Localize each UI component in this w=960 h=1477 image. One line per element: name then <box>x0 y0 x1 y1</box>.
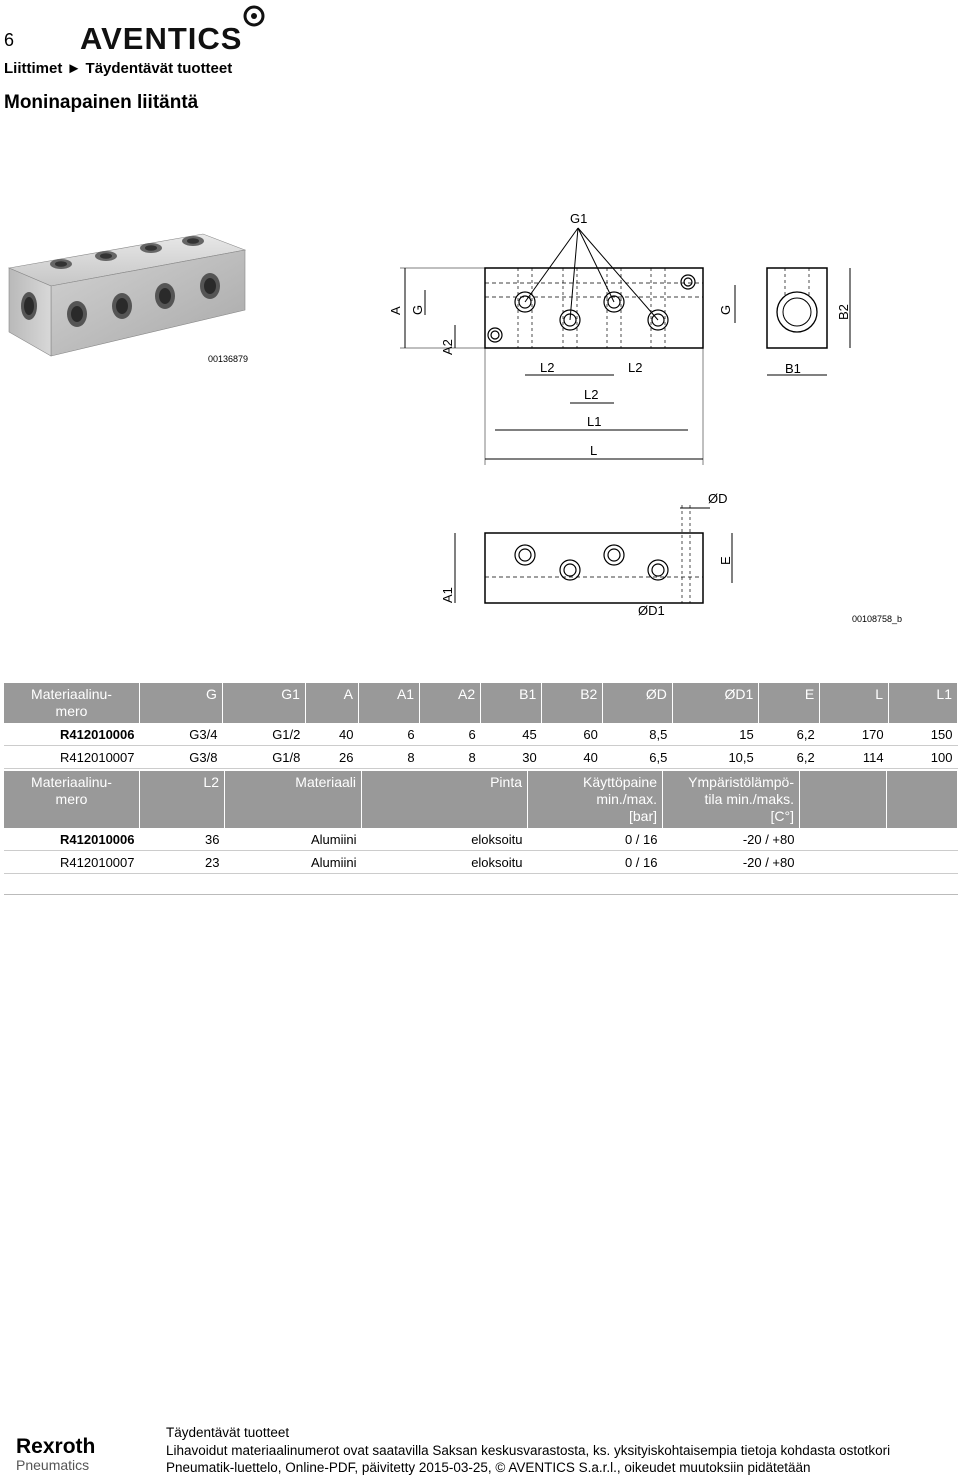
product-photo <box>5 228 250 370</box>
table-row <box>4 828 958 851</box>
table-row <box>4 723 958 746</box>
drawing-code: 00108758_b <box>852 614 903 624</box>
table-cell: 10,5 <box>672 746 758 769</box>
label-a: A <box>388 306 403 315</box>
col-header: A <box>305 683 358 723</box>
table-cell: Alumiini <box>225 851 362 874</box>
table-cell: 8 <box>420 746 481 769</box>
table-cell: 15 <box>672 723 758 746</box>
table-cell: 40 <box>305 723 358 746</box>
table-cell: G3/8 <box>140 746 223 769</box>
table-cell: 6 <box>420 723 481 746</box>
pneumatics-brand: Pneumatics <box>16 1457 90 1473</box>
footer-section-title: Täydentävät tuotteet <box>166 1425 290 1440</box>
table-cell: 100 <box>889 746 958 769</box>
table-cell: 8,5 <box>603 723 673 746</box>
col-header: A1 <box>359 683 420 723</box>
table-cell: 0 / 16 <box>528 828 663 851</box>
table-cell: 6,5 <box>603 746 673 769</box>
label-l2-b: L2 <box>628 360 643 375</box>
col-header: ØD1 <box>672 683 758 723</box>
table-cell: R412010006 <box>4 828 140 851</box>
col-header: Pinta <box>362 771 528 828</box>
table-cell: 30 <box>481 746 542 769</box>
table-cell <box>800 851 887 874</box>
col-header: G <box>140 683 223 723</box>
table-cell: R412010007 <box>4 851 140 874</box>
col-header: Materiaali <box>225 771 362 828</box>
label-g-left: G <box>410 304 425 315</box>
col-header: Käyttöpaine min./max. [bar] <box>528 771 663 828</box>
rexroth-brand: Rexroth <box>16 1435 96 1458</box>
technical-drawing <box>370 205 870 625</box>
photo-code: 00136879 <box>208 354 249 364</box>
table-cell <box>887 828 958 851</box>
label-od: ØD <box>708 491 728 506</box>
table-cell: 6,2 <box>759 746 820 769</box>
col-header: L <box>820 683 889 723</box>
breadcrumb <box>4 60 232 77</box>
breadcrumb-item-liittimet[interactable]: Liittimet <box>4 60 63 77</box>
table-cell: G1/8 <box>222 746 305 769</box>
label-l: L <box>590 443 598 458</box>
table-cell: 60 <box>542 723 603 746</box>
table-cell: 45 <box>481 723 542 746</box>
table-cell: 6 <box>359 723 420 746</box>
col-header: Ympäristölämpö- tila min./maks. [C°] <box>663 771 800 828</box>
label-e: E <box>718 556 733 565</box>
divider <box>4 894 958 895</box>
col-header <box>887 771 958 828</box>
label-g-right: G <box>718 304 733 315</box>
table-cell: eloksoitu <box>362 828 528 851</box>
label-od1: ØD1 <box>638 603 665 618</box>
col-header: E <box>759 683 820 723</box>
footer-note: Lihavoidut materiaalinumerot ovat saatavilla Saksan keskusvarastosta, ks. yksityiskohtaisempia tietoja kohdasta ostotkori <box>166 1442 891 1458</box>
table-cell: G3/4 <box>140 723 223 746</box>
table-cell <box>800 828 887 851</box>
rexroth-logo <box>16 1436 95 1473</box>
label-g1: G1 <box>570 211 588 226</box>
breadcrumb-arrow-icon: ► <box>66 60 82 77</box>
col-header: Materiaalinu- mero <box>4 771 140 828</box>
col-header: B1 <box>481 683 542 723</box>
breadcrumb-item-taydentavat[interactable]: Täydentävät tuotteet <box>85 60 233 77</box>
col-header <box>800 771 887 828</box>
page-title: Moninapainen liitäntä <box>4 92 199 113</box>
label-b1: B1 <box>785 361 801 376</box>
table-cell: -20 / +80 <box>663 828 800 851</box>
table-row <box>4 746 958 769</box>
label-l2-a: L2 <box>540 360 555 375</box>
table-header-row <box>4 771 958 828</box>
table-cell: 36 <box>140 828 225 851</box>
col-header: Materiaalinu- mero <box>4 683 140 723</box>
aventics-logo <box>80 2 270 54</box>
label-l1: L1 <box>587 414 602 429</box>
table-header-row <box>4 683 958 723</box>
label-a1: A1 <box>440 587 455 603</box>
table-cell: 23 <box>140 851 225 874</box>
table-cell: 0 / 16 <box>528 851 663 874</box>
table-cell <box>887 851 958 874</box>
label-a2: A2 <box>440 339 455 355</box>
table-cell: 150 <box>889 723 958 746</box>
table-cell: Alumiini <box>225 828 362 851</box>
table-cell: 8 <box>359 746 420 769</box>
col-header: L1 <box>889 683 958 723</box>
footer-copyright: Pneumatik-luettelo, Online-PDF, päivitetty 2015-03-25, © AVENTICS S.a.r.l., oikeudet muutoksiin pidätetään <box>166 1460 811 1475</box>
label-l2-c: L2 <box>584 387 599 402</box>
table-cell: -20 / +80 <box>663 851 800 874</box>
col-header: ØD <box>603 683 673 723</box>
table-cell: R412010006 <box>4 723 140 746</box>
col-header: G1 <box>222 683 305 723</box>
table-cell: 114 <box>820 746 889 769</box>
table-cell: R412010007 <box>4 746 140 769</box>
dimensions-table <box>4 683 958 769</box>
table-row <box>4 851 958 874</box>
col-header: A2 <box>420 683 481 723</box>
col-header: L2 <box>140 771 225 828</box>
col-header: B2 <box>542 683 603 723</box>
footer <box>166 1424 890 1477</box>
table-cell: eloksoitu <box>362 851 528 874</box>
table-cell: 170 <box>820 723 889 746</box>
properties-table <box>4 771 958 874</box>
table-cell: G1/2 <box>222 723 305 746</box>
brand-text: AVENTICS <box>80 21 243 54</box>
label-b2: B2 <box>836 304 851 320</box>
page-number: 6 <box>4 30 15 50</box>
table-cell: 40 <box>542 746 603 769</box>
table-cell: 6,2 <box>759 723 820 746</box>
table-cell: 26 <box>305 746 358 769</box>
